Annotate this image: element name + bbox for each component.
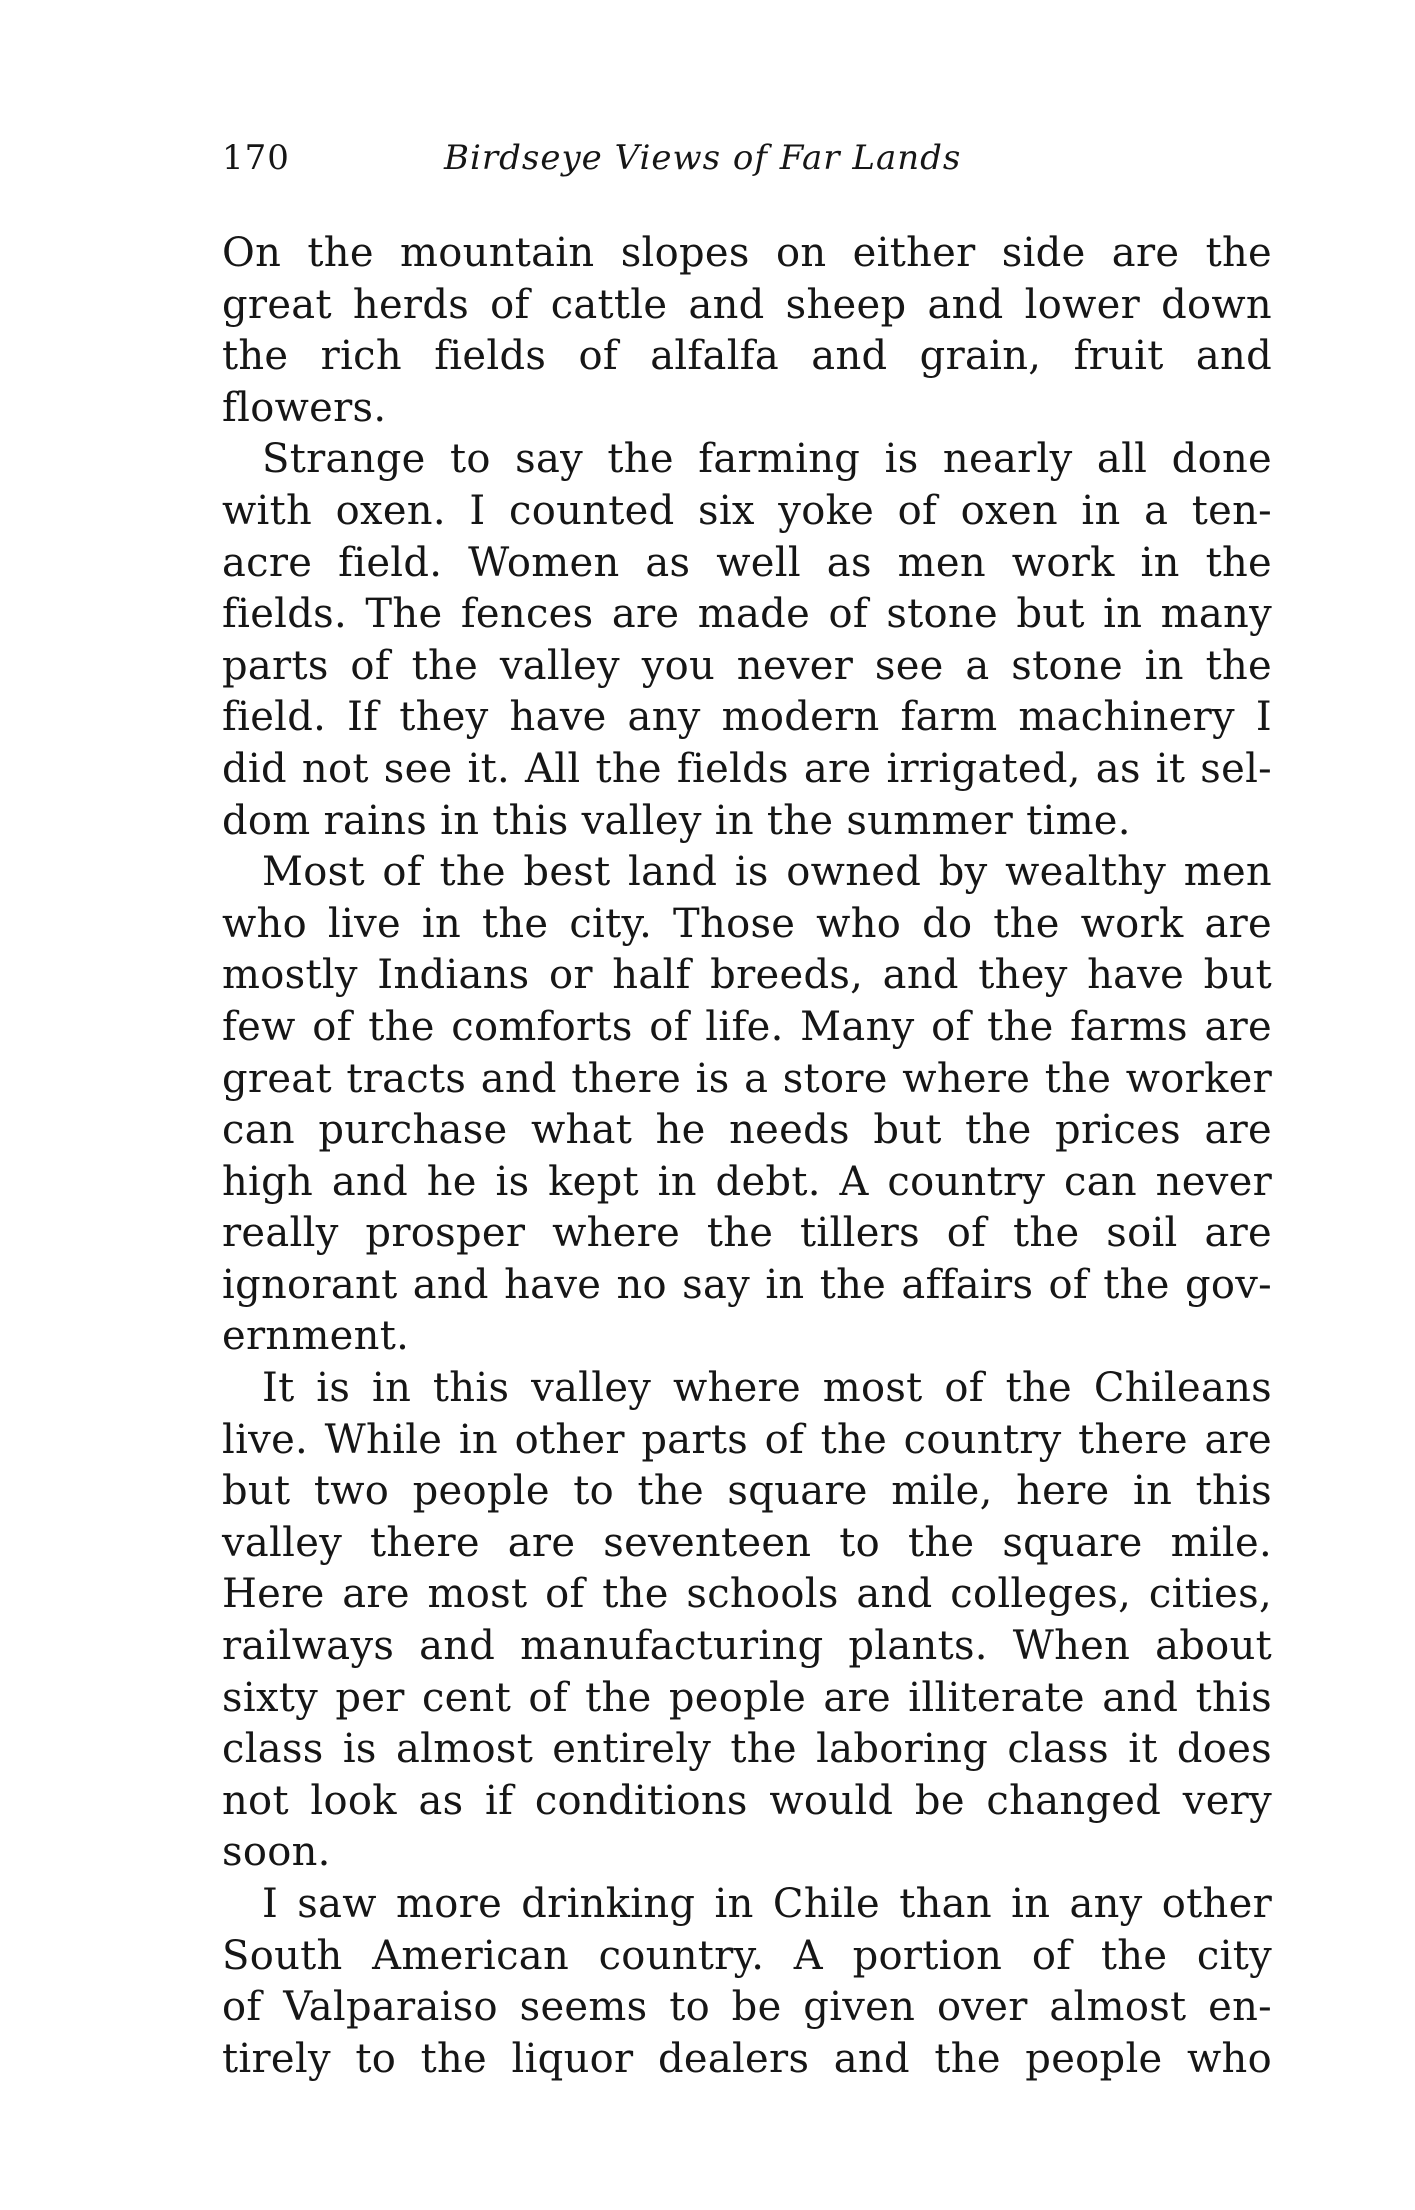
text-line: railways and manufacturing plants. When about xyxy=(222,1623,1272,1670)
text-line: dom rains in this valley in the summer time. xyxy=(222,797,1131,844)
text-line: Most of the best land is owned by wealthy men xyxy=(262,849,1272,896)
text-line: Strange to say the farming is nearly all done xyxy=(262,436,1272,483)
text-line: high and he is kept in debt. A country can never xyxy=(222,1158,1272,1205)
text-line: valley there are seventeen to the square mile. xyxy=(222,1519,1272,1566)
text-line: really prosper where the tillers of the soil are xyxy=(222,1210,1272,1257)
text-line: did not see it. All the fields are irrigated, as it sel- xyxy=(222,745,1272,792)
paragraph xyxy=(222,1879,1272,2085)
text-line: Here are most of the schools and colleges, cities, xyxy=(222,1571,1272,1618)
text-line: On the mountain slopes on either side are the xyxy=(222,230,1272,276)
text-line: but two people to the square mile, here in this xyxy=(222,1468,1272,1515)
page-number: 170 xyxy=(222,138,290,178)
text-line: can purchase what he needs but the prices are xyxy=(222,1107,1272,1154)
text-line: few of the comforts of life. Many of the farms are xyxy=(222,1003,1272,1050)
text-line: live. While in other parts of the country there are xyxy=(222,1416,1272,1463)
page-header xyxy=(222,138,1272,188)
text-line: I saw more drinking in Chile than in any other xyxy=(262,1881,1272,1927)
text-line: great tracts and there is a store where the worker xyxy=(222,1055,1272,1102)
text-line: mostly Indians or half breeds, and they have but xyxy=(222,952,1272,999)
text-line: soon. xyxy=(222,1829,331,1876)
text-line: It is in this valley where most of the Chileans xyxy=(262,1365,1272,1412)
text-line: of Valparaiso seems to be given over almost en- xyxy=(222,1984,1272,2031)
text-line: sixty per cent of the people are illiterate and this xyxy=(222,1674,1272,1721)
text-line: acre field. Women as well as men work in the xyxy=(222,539,1272,586)
text-line: great herds of cattle and sheep and lower down xyxy=(222,281,1272,328)
text-line: ignorant and have no say in the affairs of the gov- xyxy=(222,1261,1272,1308)
text-line: ernment. xyxy=(222,1313,410,1360)
text-line: who live in the city. Those who do the work are xyxy=(222,900,1272,947)
text-line: parts of the valley you never see a stone in the xyxy=(222,642,1272,689)
paragraph xyxy=(222,1363,1272,1879)
text-line: class is almost entirely the laboring class it does xyxy=(222,1726,1272,1773)
text-line: not look as if conditions would be changed very xyxy=(222,1777,1272,1824)
text-line: South American country. A portion of the city xyxy=(222,1932,1272,1979)
running-title: Birdseye Views of Far Lands xyxy=(444,138,962,178)
text-line: field. If they have any modern farm machinery I xyxy=(222,694,1272,741)
text-line: fields. The fences are made of stone but in many xyxy=(222,591,1272,638)
text-line: flowers. xyxy=(222,384,387,431)
text-line: the rich fields of alfalfa and grain, fruit and xyxy=(222,333,1272,380)
text-line: with oxen. I counted six yoke of oxen in a ten- xyxy=(222,487,1272,534)
text-line: tirely to the liquor dealers and the people who xyxy=(222,2035,1272,2082)
body-text xyxy=(222,228,1272,2085)
paragraph xyxy=(222,847,1272,1363)
paragraph xyxy=(222,434,1272,847)
paragraph xyxy=(222,228,1272,434)
